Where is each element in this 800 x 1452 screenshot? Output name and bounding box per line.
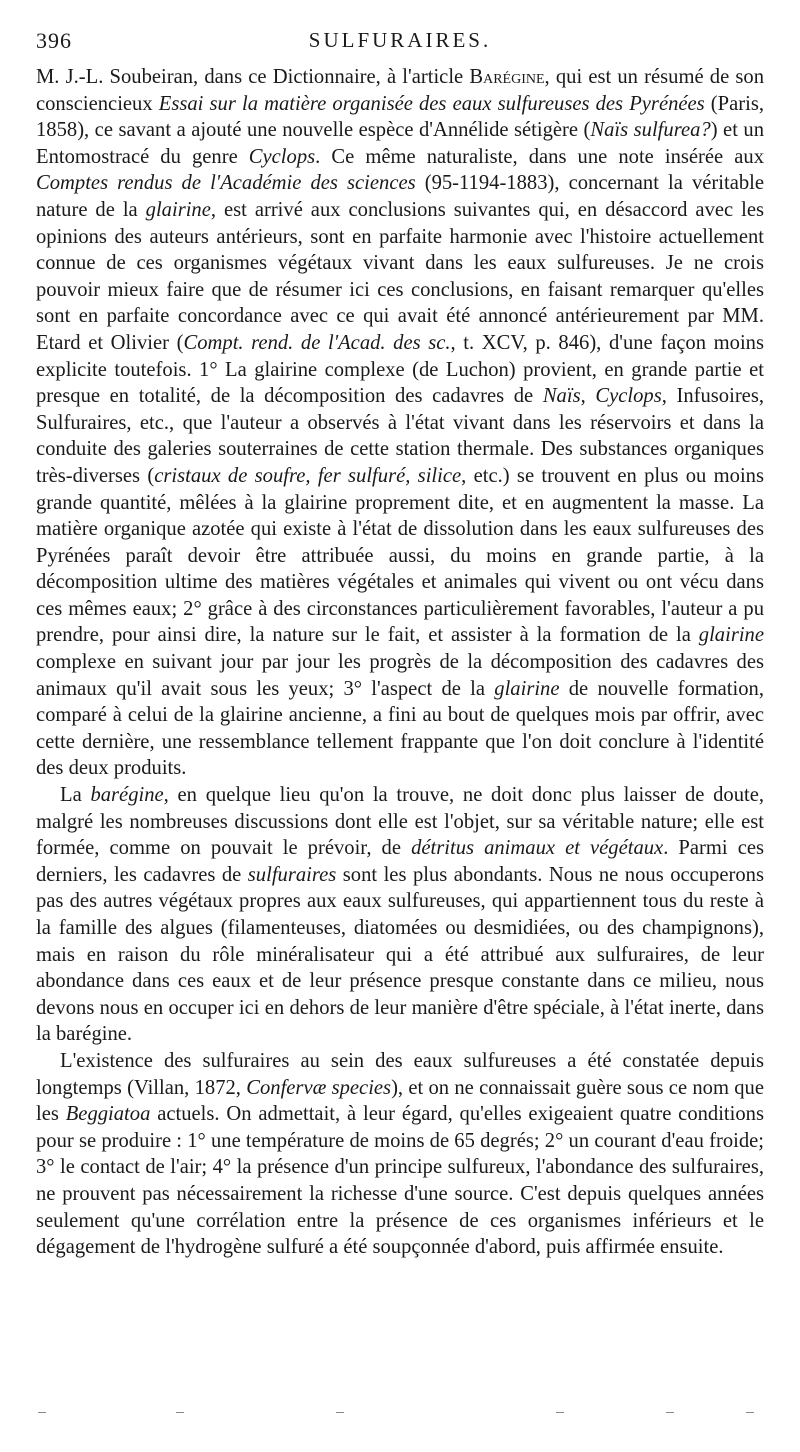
text-run: , est arrivé aux conclusions suivantes qui, en désaccord avec les opinions des auteurs antérieurs, sont en parfaite harmonie avec l'histoire actuellement connue de ces organismes végétaux vivant dans les eaux sulfureuses. Je ne crois pouvoir mieux faire que de résumer ici ces conclusions, en faisant remarquer qu'elles sont en parfaite concordance avec ce qui avait été annoncé antérieurement par MM. Etard et Olivier (	[36, 198, 764, 354]
text-run: ), et on ne connaissait guère sous ce nom que les	[36, 1076, 764, 1126]
text-run: L'existence des sulfuraires au sein des eaux sulfureuses a été constatée depuis longtemps (Villan, 1872,	[36, 1049, 764, 1099]
text-run: ) et un Entomostracé du genre	[36, 119, 765, 168]
italic-text: Cyclops	[248, 145, 316, 168]
text-run: complexe en suivant jour par jour les progrès de la décomposition des cadavres des animaux qu'il avait sous les yeux; 3° l'aspect de la	[36, 651, 764, 700]
text-run: , qui est un résumé de son consciencieux	[36, 66, 765, 115]
page-number: 396	[36, 28, 72, 53]
text-run: (95-1194-1883), concernant la véritable nature de la	[36, 172, 764, 221]
italic-text: Compt. rend. de l'Acad. des sc.	[183, 331, 451, 354]
italic-text: glairine	[145, 198, 211, 221]
italic-text: Cyclops	[595, 385, 662, 408]
italic-text: Essai sur la matière organisée des eaux sulfureuses des Pyrénées	[158, 92, 705, 115]
text-run: , t. XCV, p. 846), d'une façon moins explicite toutefois. 1° La glairine complexe (de Luchon) provient, en grande partie et presque en totalité, de la décomposition des cadavres de	[36, 331, 764, 408]
text-run: La	[60, 784, 91, 807]
text-run: , en quelque lieu qu'on la trouve, ne doit donc plus laisser de doute, malgré les nombreuses discussions dont elle est l'objet, sur sa véritable nature; elle est formée, comme on pouvait le prévoir, de	[36, 784, 765, 860]
footer-rule-marks	[36, 1412, 764, 1418]
italic-text: cristaux de soufre, fer sulfuré, silice	[154, 464, 462, 487]
italic-text: détritus animaux et végétaux	[411, 837, 664, 860]
body-text	[36, 64, 764, 1261]
italic-text: Confervæ species	[246, 1076, 392, 1099]
italic-text: glairine	[698, 624, 764, 647]
text-run: , Infusoires, Sulfuraires, etc., que l'auteur a observés à l'état vivant dans les réservoirs et dans la conduite des galeries souterraines de cette station thermale. Des substances organiques très-diverses (	[36, 385, 764, 487]
running-title: SULFURAIRES.	[308, 28, 492, 52]
text-run: actuels. On admettait, à leur égard, qu'elles exigeaient quatre conditions pour se produire : 1° une température de moins de 65 degrés; 2° un courant d'eau froide; 3° le contact de l'air; 4° la présence d'un principe sulfureux, l'abondance des sulfuraires, ne prouvent pas nécessairement la richesse d'une source. C'est depuis quelques années seulement qu'une corrélation entre la présence de ces organismes inférieurs et le dégagement de l'hydrogène sulfuré a été soupçonnée d'abord, puis affirmée ensuite.	[36, 1103, 764, 1259]
text-run: (Paris, 1858), ce savant a ajouté une nouvelle espèce d'Annélide sétigère (	[36, 92, 764, 142]
italic-text: barégine	[90, 784, 164, 807]
text-run: . Parmi ces derniers, les cadavres de	[36, 837, 764, 886]
text-run: de nouvelle formation, comparé à celui de la glairine ancienne, a fini au bout de quelques mois par offrir, avec cette dernière, une ressemblance tellement frappante que l'on doit conclure à l'identité des deux produits.	[36, 677, 764, 780]
italic-text: Beggiatoa	[65, 1103, 151, 1126]
italic-text: Comptes rendus de l'Académie des sciences	[36, 172, 416, 195]
text-run: ,	[580, 385, 596, 408]
small-caps-text: Barégine	[469, 66, 545, 88]
text-run: . Ce même naturaliste, dans une note insérée aux	[315, 145, 764, 168]
text-run: , etc.) se trouvent en plus ou moins grande quantité, mêlées à la glairine proprement dite, et en augmentent la masse. La matière organique azotée qui existe à l'état de dissolution dans les eaux sulfureuses des Pyrénées paraît devoir être attribuée aussi, du moins en grande partie, à la décomposition ultime des matières végétales et animales qui vivent ou ont vécu dans ces mêmes eaux; 2° grâce à des circonstances particulièrement favorables, l'auteur a pu prendre, pour ainsi dire, la nature sur le fait, et assister à la formation de la	[36, 464, 764, 647]
page-header	[36, 28, 764, 60]
paragraph	[36, 1048, 764, 1261]
italic-text: Naïs	[542, 385, 581, 408]
italic-text: Naïs sulfurea?	[590, 119, 711, 142]
italic-text: glairine	[494, 677, 560, 700]
text-run: sont les plus abondants. Nous ne nous occuperons pas des autres végétaux propres aux eaux sulfureuses, qui appartiennent tous du reste à la famille des algues (filamenteuses, diatomées ou desmidiées, ou des champignons), mais en raison du rôle minéralisateur qui a été attribué aux sulfuraires, de leur abondance dans ces eaux et de leur présence presque constante dans ce milieu, nous devons nous en occuper ici en dehors de leur manière d'être spéciale, à l'état inerte, dans la barégine.	[36, 863, 764, 1046]
paragraph	[36, 782, 764, 1048]
text-run: M. J.-L. Soubeiran, dans ce Dictionnaire, à l'article	[36, 66, 470, 88]
paragraph	[36, 64, 764, 782]
italic-text: sulfuraires	[247, 863, 337, 886]
